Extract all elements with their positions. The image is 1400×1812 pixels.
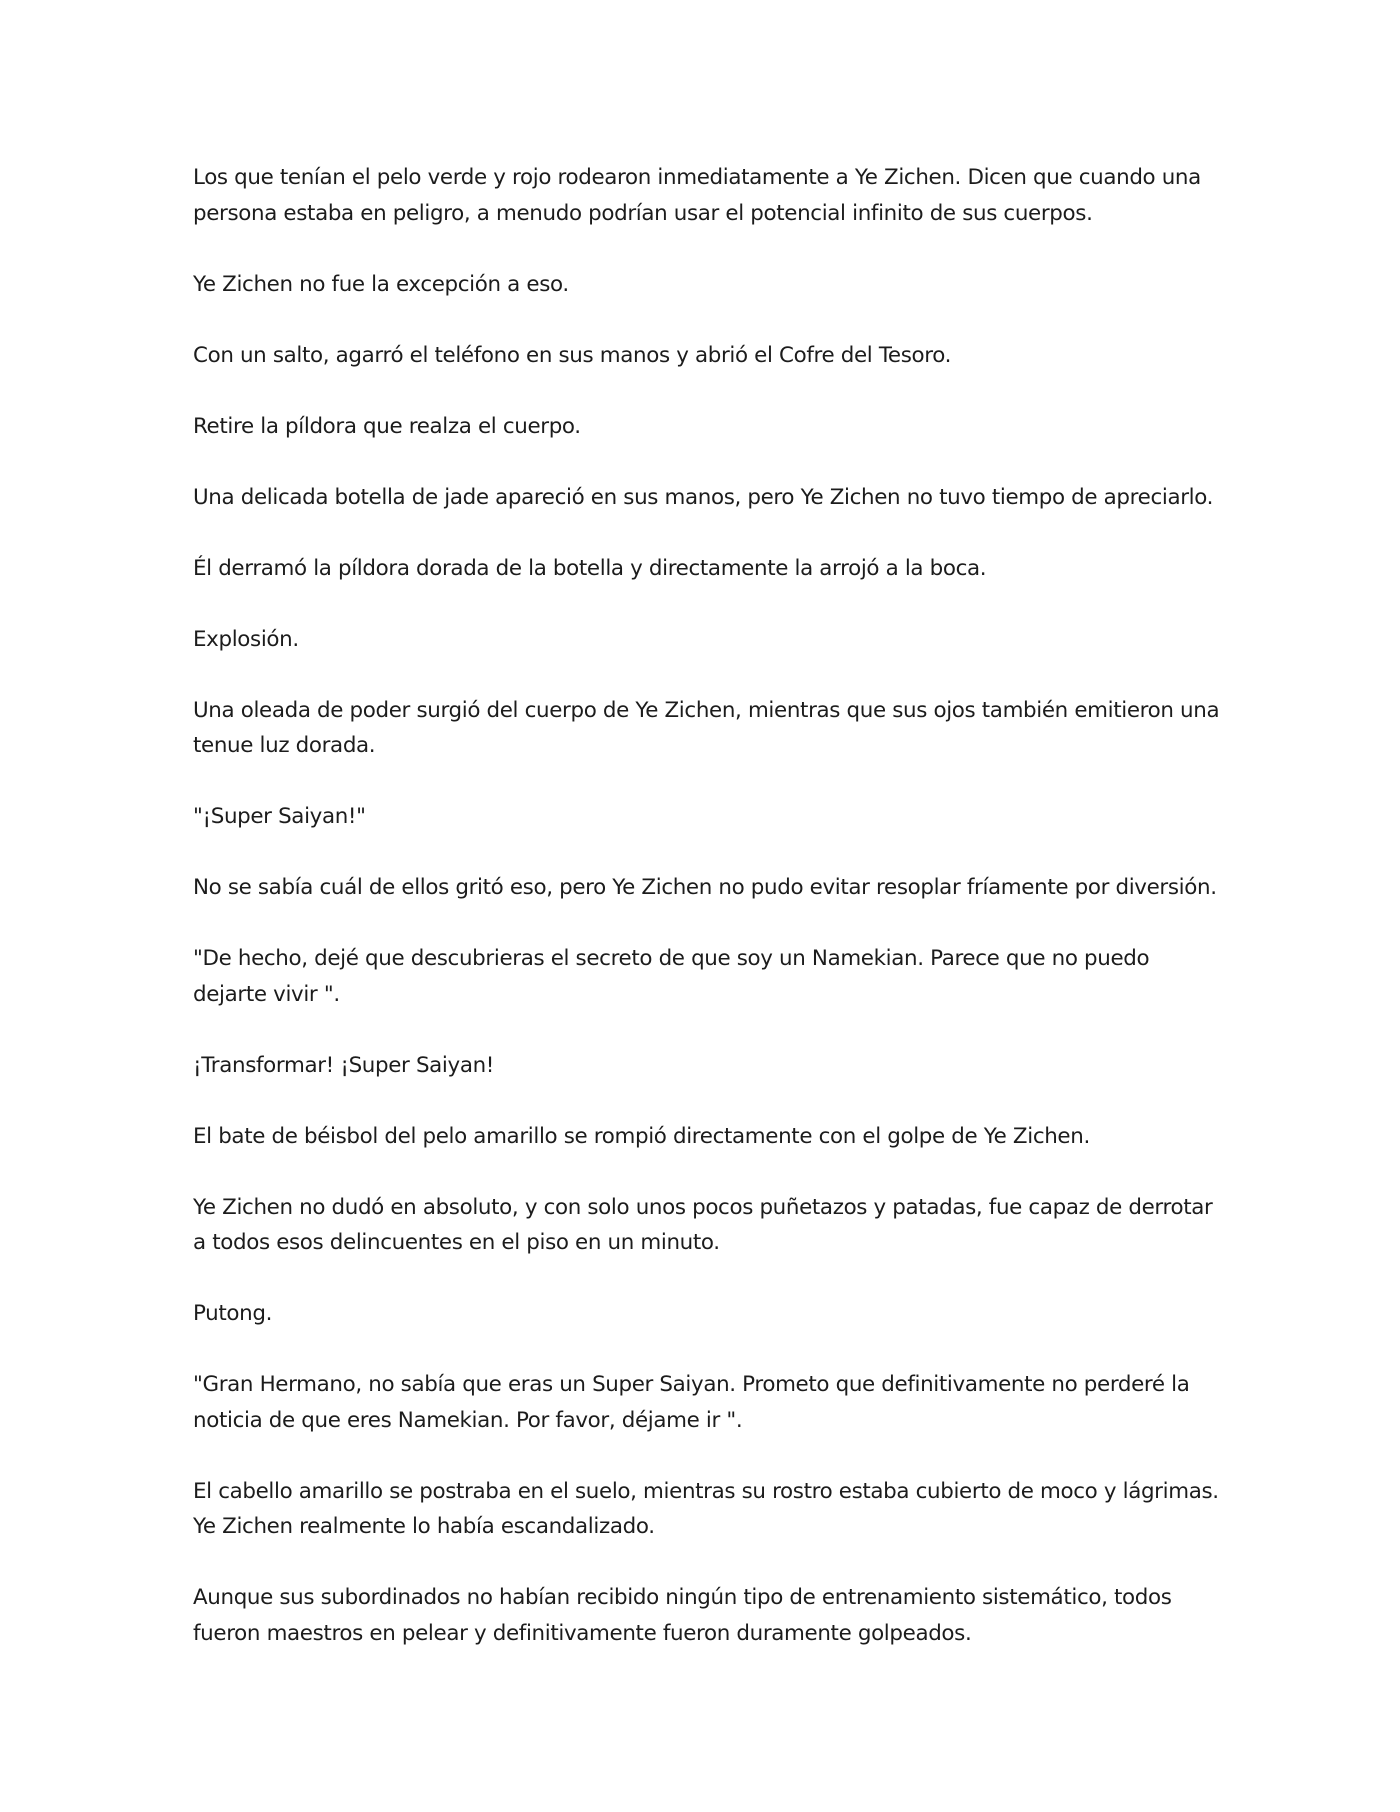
paragraph: "¡Super Saiyan!"	[193, 804, 366, 829]
paragraph: Ye Zichen no dudó en absoluto, y con solo unos pocos puñetazos y patadas, fue capaz de derrotar a todos esos delincuentes en el piso en un minuto.	[193, 1194, 1213, 1255]
paragraph: El cabello amarillo se postraba en el suelo, mientras su rostro estaba cubierto de moco y lágrimas. Ye Zichen realmente lo había escandalizado.	[193, 1478, 1219, 1539]
paragraph: "De hecho, dejé que descubrieras el secreto de que soy un Namekian. Parece que no puedo dejarte vivir ".	[193, 946, 1150, 1007]
paragraph: Aunque sus subordinados no habían recibido ningún tipo de entrenamiento sistemático, todos fueron maestros en pelear y definitivamente fueron duramente golpeados.	[193, 1585, 1172, 1646]
paragraph: Los que tenían el pelo verde y rojo rodearon inmediatamente a Ye Zichen. Dicen que cuando una persona estaba en peligro, a menudo podrían usar el potencial infinito de sus cuerpos.	[193, 165, 1201, 226]
paragraph: Ye Zichen no fue la excepción a eso.	[193, 271, 569, 297]
paragraph: Él derramó la píldora dorada de la botella y directamente la arrojó a la boca.	[193, 555, 987, 581]
paragraph: No se sabía cuál de ellos gritó eso, pero Ye Zichen no pudo evitar resoplar fríamente por diversión.	[193, 875, 1217, 900]
document-body	[193, 160, 1228, 1687]
paragraph: Con un salto, agarró el teléfono en sus manos y abrió el Cofre del Tesoro.	[193, 342, 952, 368]
paragraph: El bate de béisbol del pelo amarillo se rompió directamente con el golpe de Ye Zichen.	[193, 1123, 1090, 1149]
paragraph: Una oleada de poder surgió del cuerpo de Ye Zichen, mientras que sus ojos también emitieron una tenue luz dorada.	[193, 697, 1220, 758]
paragraph: Putong.	[193, 1301, 273, 1326]
paragraph: Explosión.	[193, 626, 299, 652]
paragraph: Retire la píldora que realza el cuerpo.	[193, 413, 581, 439]
paragraph: "Gran Hermano, no sabía que eras un Super Saiyan. Prometo que definitivamente no perderé la noticia de que eres Namekian. Por favor, déjame ir ".	[193, 1372, 1190, 1433]
paragraph: Una delicada botella de jade apareció en sus manos, pero Ye Zichen no tuvo tiempo de apreciarlo.	[193, 484, 1214, 510]
paragraph: ¡Transformar! ¡Super Saiyan!	[193, 1052, 495, 1078]
